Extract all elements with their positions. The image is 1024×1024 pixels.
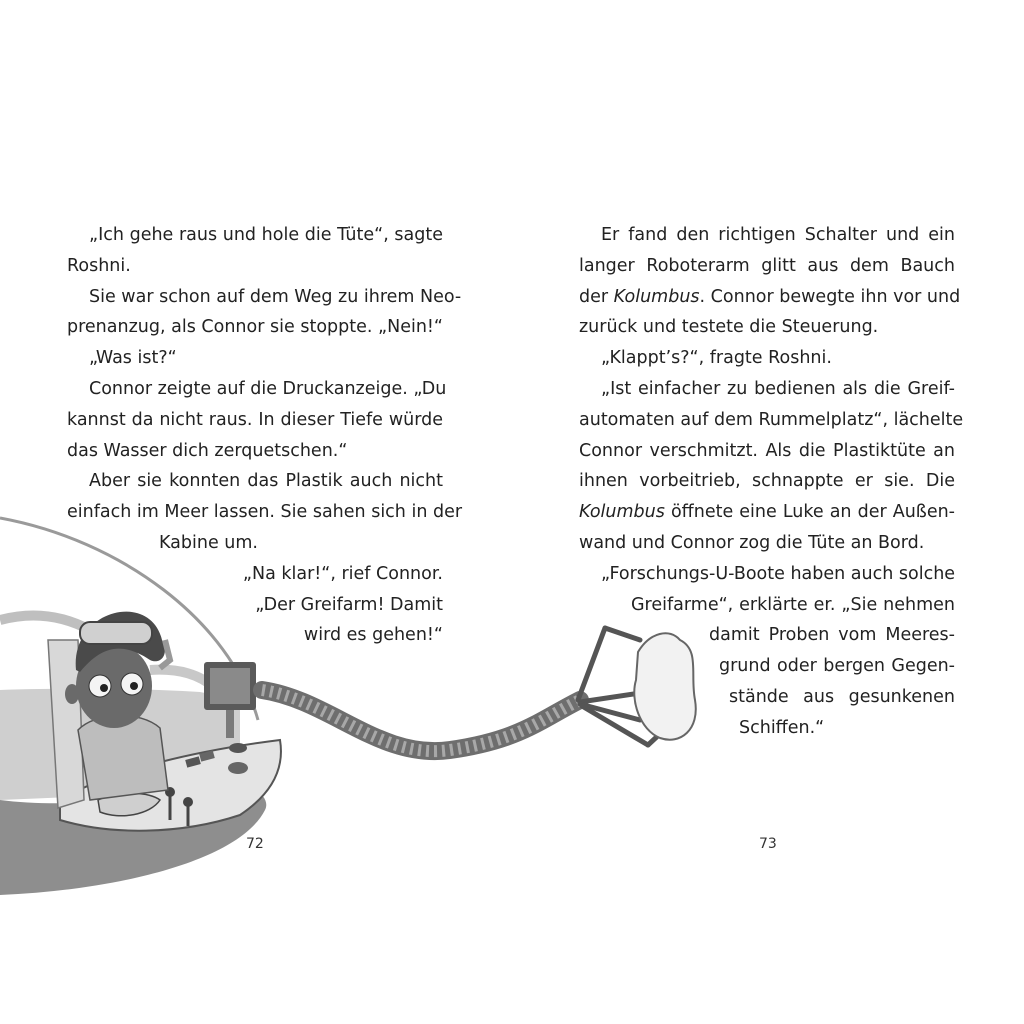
text-line: Schiffen.“: [739, 717, 825, 738]
text-line: das Wasser dich zerquetschen.“: [67, 440, 348, 461]
text-line: Greifarme“, erklärte er. „Sie nehmen: [631, 594, 955, 615]
page-number-left: 72: [246, 836, 264, 852]
text-line: automaten auf dem Rummelplatz“, lächelte: [579, 409, 964, 430]
text-line: „Der Greifarm! Damit: [255, 594, 443, 615]
text-line: „Ist einfacher zu bedienen als die Greif-: [601, 378, 955, 399]
text-line: langer Roboterarm glitt aus dem Bauch: [579, 255, 955, 276]
text-line: ihnen vorbeitrieb, schnappte er sie. Die: [579, 471, 955, 492]
text-line: prenanzug, als Connor sie stoppte. „Nein!“: [67, 317, 443, 338]
text-line: kannst da nicht raus. In dieser Tiefe würde: [67, 409, 443, 430]
text-line: wand und Connor zog die Tüte an Bord.: [579, 532, 925, 553]
text-line: Er fand den richtigen Schalter und ein: [601, 225, 955, 245]
text-line: „Forschungs-U-Boote haben auch solche: [601, 563, 956, 584]
text-line: Connor verschmitzt. Als die Plastiktüte an: [579, 440, 955, 461]
text-line: Aber sie konnten das Plastik auch nicht: [89, 471, 443, 492]
text-line: Kabine um.: [159, 532, 258, 553]
child-body: [78, 715, 168, 800]
text-line: der Kolumbus. Connor bewegte ihn vor und: [579, 286, 961, 307]
text-line: „Was ist?“: [89, 348, 177, 369]
ship-name: Kolumbus: [579, 502, 665, 523]
left-page-text: [67, 220, 463, 651]
text-line: Roshni.: [67, 255, 131, 276]
right-page-text: [579, 220, 964, 744]
text-line: „Na klar!“, rief Connor.: [242, 563, 443, 584]
text-line: Sie war schon auf dem Weg zu ihrem Neo-: [89, 286, 462, 307]
text-line: Connor zeigte auf die Druckanzeige. „Du: [89, 378, 447, 399]
text-line: „Klappt’s?“, fragte Roshni.: [601, 348, 832, 369]
console-button: [229, 743, 247, 753]
ship-name: Kolumbus: [613, 286, 700, 307]
text-line: damit Proben vom Meeres-: [709, 625, 955, 646]
page-number-right: 73: [759, 836, 777, 852]
text-line: Kolumbus öffnete eine Luke an der Außen-: [579, 502, 955, 523]
text-line: grund oder bergen Gegen-: [719, 656, 955, 677]
text-line: einfach im Meer lassen. Sie sahen sich in der: [67, 502, 463, 523]
text-line: wird es gehen!“: [303, 625, 443, 646]
text-line: zurück und testete die Steuerung.: [579, 317, 879, 338]
console-button: [228, 762, 248, 774]
text-line: „Ich gehe raus und hole die Tüte“, sagte: [89, 225, 443, 245]
text-line: stände aus gesunkenen: [729, 686, 955, 707]
